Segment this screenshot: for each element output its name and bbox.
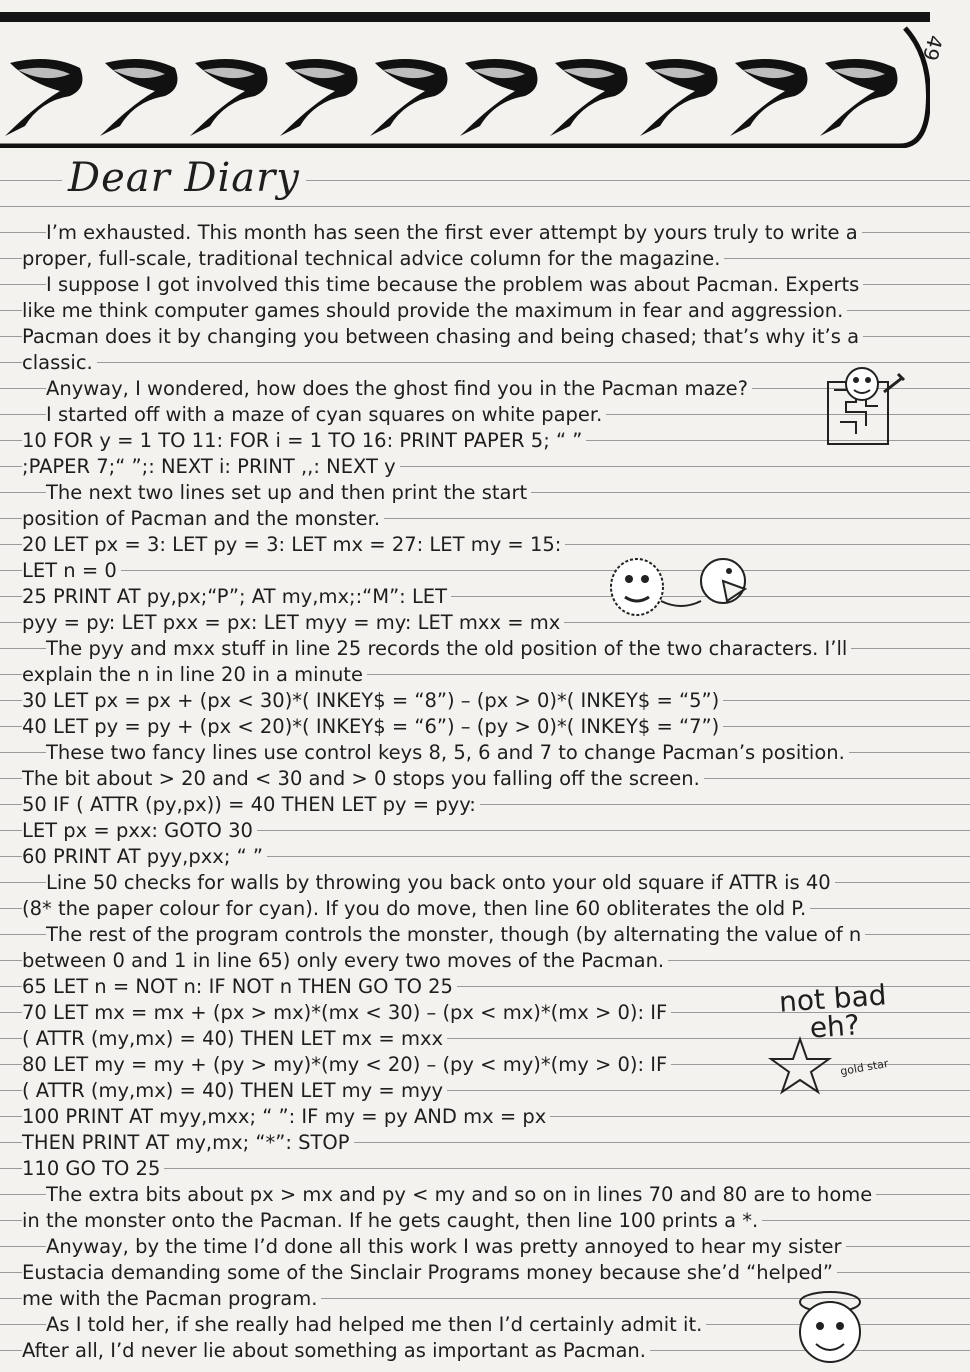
body-line: I suppose I got involved this time because the problem was about Pacman. Experts	[46, 273, 863, 297]
body-line: Pacman does it by changing you between chasing and being chased; that’s why it’s a	[22, 325, 863, 349]
body-line: like me think computer games should provide the maximum in fear and aggression.	[22, 299, 847, 323]
header-curl	[190, 59, 267, 136]
header-curl	[460, 59, 537, 136]
body-line: Anyway, by the time I’d done all this work I was pretty annoyed to hear my sister	[46, 1235, 846, 1259]
body-line: THEN PRINT AT my,mx; “*”: STOP	[22, 1131, 354, 1155]
body-line: in the monster onto the Pacman. If he gets caught, then line 100 prints a *.	[22, 1209, 762, 1233]
body-line: Eustacia demanding some of the Sinclair Programs money because she’d “helped”	[22, 1261, 837, 1285]
body-line: explain the n in line 20 in a minute	[22, 663, 367, 687]
body-line: 20 LET px = 3: LET py = 3: LET mx = 27: LET my = 15:	[22, 533, 565, 557]
monster-and-pacman-doodle	[605, 555, 755, 625]
body-line: proper, full-scale, traditional technical advice column for the magazine.	[22, 247, 724, 271]
body-line: 110 GO TO 25	[22, 1157, 164, 1181]
body-line: 50 IF ( ATTR (py,px)) = 40 THEN LET py = pyy:	[22, 793, 480, 817]
page-title: Dear Diary	[62, 155, 306, 201]
body-line: LET px = pxx: GOTO 30	[22, 819, 257, 843]
body-line: position of Pacman and the monster.	[22, 507, 384, 531]
header-curl	[5, 59, 82, 136]
header-curl	[550, 59, 627, 136]
body-line: 70 LET mx = mx + (px > mx)*(mx < 30) – (px < mx)*(mx > 0): IF	[22, 1001, 671, 1025]
header-curl	[280, 59, 357, 136]
body-line: I started off with a maze of cyan squares on white paper.	[46, 403, 606, 427]
header-curl	[730, 59, 807, 136]
body-line: 10 FOR y = 1 TO 11: FOR i = 1 TO 16: PRINT PAPER 5; “ ”	[22, 429, 586, 453]
body-line: As I told her, if she really had helped me then I’d certainly admit it.	[46, 1313, 706, 1337]
curl-shapes	[5, 59, 897, 136]
header-curl	[370, 59, 447, 136]
body-line: ;PAPER 7;“ ”;: NEXT i: PRINT ,,: NEXT y	[22, 455, 400, 479]
body-line: me with the Pacman program.	[22, 1287, 321, 1311]
body-line: 60 PRINT AT pyy,pxx; “ ”	[22, 845, 267, 869]
body-line: Line 50 checks for walls by throwing you back onto your old square if ATTR is 40	[46, 871, 835, 895]
body-line: ( ATTR (my,mx) = 40) THEN LET my = myy	[22, 1079, 447, 1103]
ruled-line	[0, 206, 970, 207]
boy-face-doodle	[790, 1288, 870, 1372]
body-line: Anyway, I wondered, how does the ghost find you in the Pacman maze?	[46, 377, 752, 401]
gold-star-label: gold star	[839, 1056, 890, 1079]
star-doodle	[765, 1035, 835, 1095]
page-number: 49	[917, 32, 948, 64]
body-line: The pyy and mxx stuff in line 25 records the old position of the two characters. I’ll	[46, 637, 851, 661]
body-line: 40 LET py = py + (px < 20)*( INKEY$ = “6”) – (py > 0)*( INKEY$ = “7”)	[22, 715, 723, 739]
body-line: ( ATTR (my,mx) = 40) THEN LET mx = mxx	[22, 1027, 447, 1051]
body-line: These two fancy lines use control keys 8, 5, 6 and 7 to change Pacman’s position.	[46, 741, 849, 765]
body-line: The next two lines set up and then print the start	[46, 481, 531, 505]
body-line: The bit about > 20 and < 30 and > 0 stops you falling off the screen.	[22, 767, 704, 791]
monster-maze-doodle	[818, 362, 910, 454]
body-line: 30 LET px = px + (px < 30)*( INKEY$ = “8”) – (px > 0)*( INKEY$ = “5”)	[22, 689, 723, 713]
body-line: (8* the paper colour for cyan). If you do move, then line 60 obliterates the old P.	[22, 897, 810, 921]
ruled-line	[0, 570, 970, 571]
body-line: The extra bits about px > mx and py < my and so on in lines 70 and 80 are to home	[46, 1183, 876, 1207]
body-line: LET n = 0	[22, 559, 121, 583]
note-line-1: not bad	[777, 978, 888, 1019]
note-line-2: eh?	[808, 1008, 861, 1045]
body-line: 25 PRINT AT py,px;“P”; AT my,mx;:“M”: LET	[22, 585, 451, 609]
body-line: 65 LET n = NOT n: IF NOT n THEN GO TO 25	[22, 975, 457, 999]
header-scroll-art	[0, 18, 930, 148]
body-line: classic.	[22, 351, 97, 375]
body-line: I’m exhausted. This month has seen the first ever attempt by yours truly to write a	[46, 221, 862, 245]
header-curl	[640, 59, 717, 136]
header-curl	[100, 59, 177, 136]
body-line: The rest of the program controls the monster, though (by alternating the value of n	[46, 923, 865, 947]
body-line: After all, I’d never lie about something as important as Pacman.	[22, 1339, 650, 1363]
body-line: 100 PRINT AT myy,mxx; “ ”: IF my = py AND mx = px	[22, 1105, 550, 1129]
header-curl	[820, 59, 897, 136]
body-line: pyy = py: LET pxx = px: LET myy = my: LET mxx = mx	[22, 611, 564, 635]
body-line: 80 LET my = my + (py > my)*(my < 20) – (py < my)*(my > 0): IF	[22, 1053, 671, 1077]
body-line: between 0 and 1 in line 65) only every two moves of the Pacman.	[22, 949, 668, 973]
